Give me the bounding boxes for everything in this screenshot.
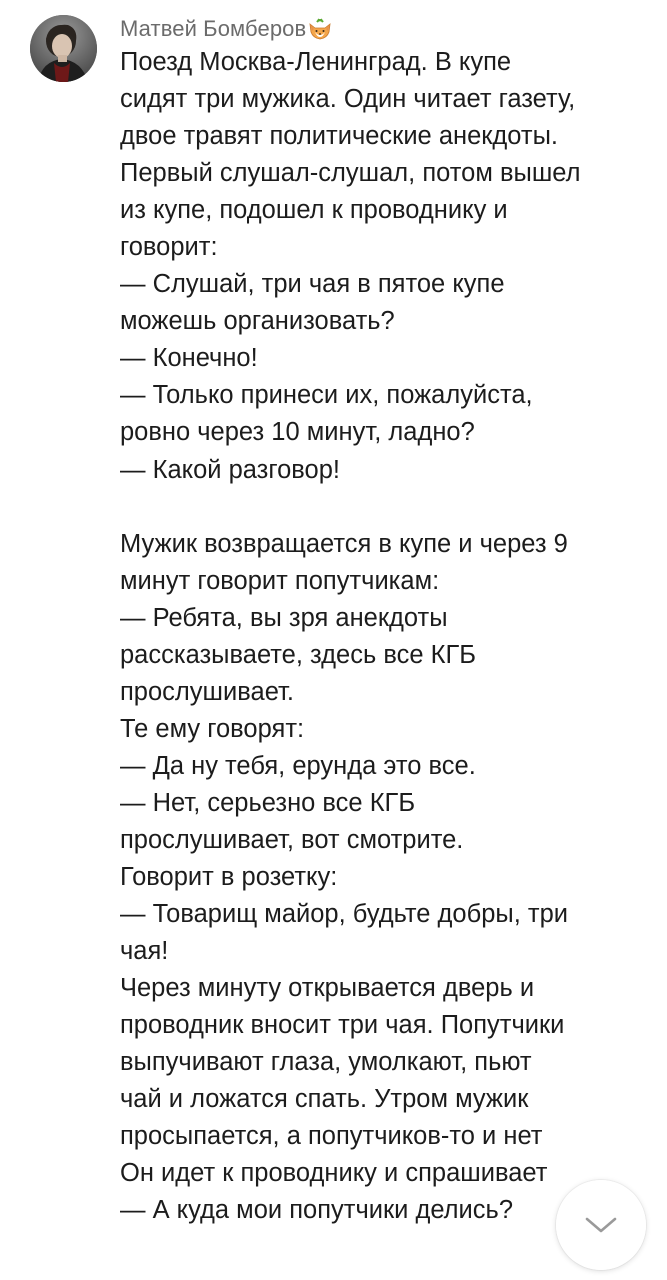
message-line: чай и ложатся спать. Утром мужик: [120, 1085, 529, 1114]
message-line: Через минуту открывается дверь и: [120, 974, 535, 1003]
message-line: говорит:: [120, 233, 218, 262]
message-line: ровно через 10 минут, ладно?: [120, 418, 475, 447]
message-line: из купе, подошел к проводнику и: [120, 196, 508, 225]
message-line: — Какой разговор!: [120, 455, 340, 484]
author-name[interactable]: Матвей Бомберов: [120, 16, 307, 41]
message-line: Говорит в розетку:: [120, 863, 338, 892]
message-line: можешь организовать?: [120, 307, 395, 336]
message-line: Те ему говорят:: [120, 714, 305, 743]
message-line: Он идет к проводнику и спрашивает: [120, 1159, 548, 1188]
message-line: — Товарищ майор, будьте добры, три: [120, 900, 569, 929]
message-line: — Нет, серьезно все КГБ: [120, 788, 416, 817]
message-line: — Да ну тебя, ерунда это все.: [120, 751, 476, 780]
message-line: Поезд Москва-Ленинград. В купе: [120, 48, 512, 76]
message-line: выпучивают глаза, умолкают, пьют: [120, 1048, 532, 1077]
message-line: — Конечно!: [120, 344, 258, 373]
message-line: прослушивает.: [120, 677, 294, 706]
message-line: — Только принеси их, пожалуйста,: [120, 381, 533, 410]
message-line: — Слушай, три чая в пятое купе: [120, 270, 505, 299]
message-text: [120, 44, 640, 1280]
fox-face-icon: [307, 18, 333, 40]
message-line: просыпается, а попутчиков-то и нет: [120, 1122, 543, 1151]
message-line: двое травят политические анекдоты.: [120, 122, 559, 151]
avatar-photo: [30, 15, 97, 82]
message-line: минут говорит попутчикам:: [120, 566, 440, 595]
message-line: — А куда мои попутчики делись?: [120, 1196, 514, 1225]
message-line: Мужик возвращается в купе и через 9: [120, 529, 568, 558]
message-line: сидят три мужика. Один читает газету,: [120, 85, 576, 114]
message-line: [120, 489, 640, 526]
scroll-down-button[interactable]: [556, 1180, 646, 1270]
message-line: Первый слушал-слушал, потом вышел: [120, 159, 581, 188]
message-line: — Ребята, вы зря анекдоты: [120, 603, 448, 632]
author-row: [120, 14, 333, 44]
message-line: рассказываете, здесь все КГБ: [120, 640, 477, 669]
message-line: чая!: [120, 937, 169, 966]
avatar[interactable]: [30, 15, 97, 82]
chevron-down-icon: [584, 1215, 618, 1235]
message-line: проводник вносит три чая. Попутчики: [120, 1011, 565, 1040]
message-line: прослушивает, вот смотрите.: [120, 825, 464, 854]
